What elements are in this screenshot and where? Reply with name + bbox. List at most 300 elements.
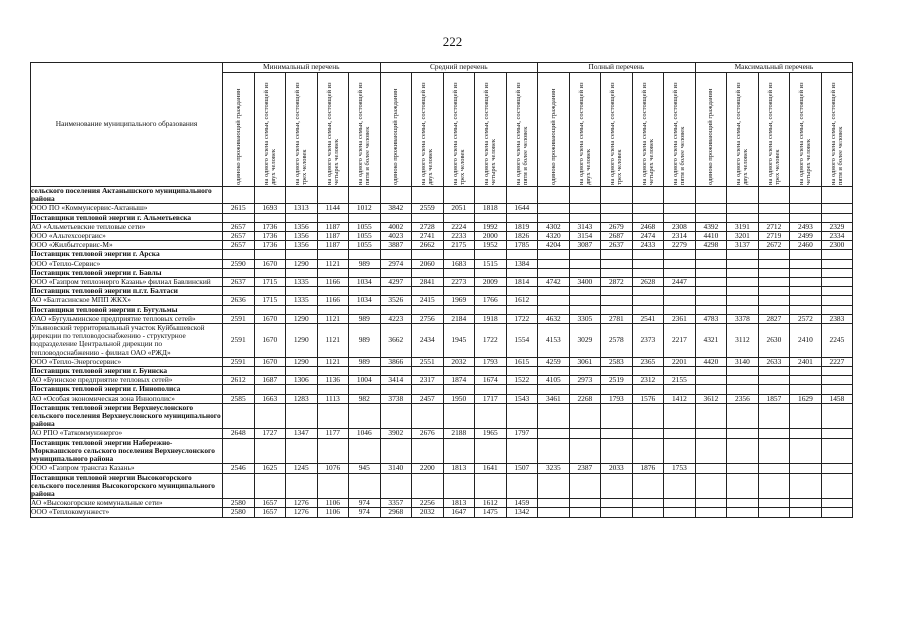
value-cell	[443, 213, 475, 222]
value-cell	[727, 259, 759, 268]
value-cell	[223, 250, 255, 259]
supplier-name: ООО «Газпром теплоэнерго Казань» филиал Бавлинский	[31, 278, 223, 287]
value-cell: 2373	[632, 324, 664, 358]
value-cell	[475, 213, 507, 222]
value-cell	[727, 305, 759, 314]
value-cell	[758, 499, 790, 508]
value-cell: 1612	[475, 499, 507, 508]
value-cell: 3866	[380, 357, 412, 366]
value-cell	[380, 385, 412, 394]
section-title: Поставщик тепловой энергии г. Арска	[31, 250, 223, 259]
value-cell	[601, 287, 633, 296]
value-cell: 2636	[223, 296, 255, 305]
value-cell: 1034	[349, 296, 381, 305]
value-cell: 4297	[380, 278, 412, 287]
value-cell: 3357	[380, 499, 412, 508]
value-cell: 1121	[317, 357, 349, 366]
value-cell: 3378	[727, 314, 759, 323]
value-cell: 3087	[569, 241, 601, 250]
value-cell	[821, 278, 853, 287]
value-cell: 4392	[695, 222, 727, 231]
value-cell: 3137	[727, 241, 759, 250]
column-header-label: на одного члена семьи, состоящей из пяти и более человек	[829, 81, 844, 185]
value-cell: 1663	[254, 394, 286, 403]
column-header-maximal-1	[695, 73, 727, 187]
value-cell: 4410	[695, 232, 727, 241]
value-cell: 2273	[443, 278, 475, 287]
value-cell: 3662	[380, 324, 412, 358]
column-header-label: на одного члена семьи, состоящей из двух человек	[735, 81, 750, 185]
value-cell	[790, 296, 822, 305]
value-cell	[380, 367, 412, 376]
value-cell: 1384	[506, 259, 538, 268]
value-cell	[443, 367, 475, 376]
value-cell	[286, 305, 318, 314]
value-cell	[475, 385, 507, 394]
value-cell: 4302	[538, 222, 570, 231]
value-cell	[380, 187, 412, 204]
value-cell	[569, 499, 601, 508]
value-cell	[758, 305, 790, 314]
value-cell	[569, 403, 601, 429]
value-cell: 3738	[380, 394, 412, 403]
value-cell	[380, 403, 412, 429]
value-cell	[695, 213, 727, 222]
value-cell	[317, 305, 349, 314]
value-cell: 1055	[349, 241, 381, 250]
value-cell: 2551	[412, 357, 444, 366]
value-cell	[727, 508, 759, 517]
value-cell: 1335	[286, 296, 318, 305]
value-cell	[664, 473, 696, 499]
value-cell: 2728	[412, 222, 444, 231]
value-cell: 2365	[632, 357, 664, 366]
name-column-header: Наименование муниципального образования	[31, 63, 223, 187]
value-cell	[821, 259, 853, 268]
value-cell: 1356	[286, 241, 318, 250]
value-cell	[632, 429, 664, 438]
value-cell: 2200	[412, 464, 444, 473]
value-cell	[664, 204, 696, 213]
value-cell	[664, 213, 696, 222]
section-row	[31, 403, 853, 429]
supplier-name: ООО «Теплокомунжест»	[31, 508, 223, 517]
group-header-minimal: Минимальный перечень	[223, 63, 381, 73]
section-row	[31, 213, 853, 222]
value-cell	[569, 250, 601, 259]
value-cell	[790, 287, 822, 296]
value-cell	[286, 213, 318, 222]
value-cell	[538, 213, 570, 222]
value-cell: 2312	[632, 376, 664, 385]
value-cell	[569, 268, 601, 277]
value-cell: 1736	[254, 241, 286, 250]
value-cell	[727, 278, 759, 287]
value-cell	[601, 499, 633, 508]
value-cell: 2410	[790, 324, 822, 358]
value-cell: 2387	[569, 464, 601, 473]
value-cell	[538, 429, 570, 438]
value-cell	[664, 268, 696, 277]
value-cell	[538, 187, 570, 204]
value-cell	[727, 250, 759, 259]
value-cell: 1121	[317, 324, 349, 358]
value-cell: 2175	[443, 241, 475, 250]
value-cell: 2334	[821, 232, 853, 241]
column-header-full-3	[601, 73, 633, 187]
value-cell: 1459	[506, 499, 538, 508]
supplier-name: ООО «Тепло-Сервис»	[31, 259, 223, 268]
value-cell	[506, 385, 538, 394]
value-cell	[727, 187, 759, 204]
table-row	[31, 324, 853, 358]
value-cell: 1793	[601, 394, 633, 403]
value-cell	[349, 367, 381, 376]
column-header-label: на одного члена семьи, состоящей из четырех человек	[798, 81, 813, 185]
value-cell: 974	[349, 499, 381, 508]
value-cell	[601, 213, 633, 222]
value-cell: 1687	[254, 376, 286, 385]
value-cell	[380, 213, 412, 222]
value-cell	[317, 403, 349, 429]
value-cell: 2591	[223, 357, 255, 366]
value-cell: 4259	[538, 357, 570, 366]
section-row	[31, 187, 853, 204]
value-cell	[475, 367, 507, 376]
value-cell: 4223	[380, 314, 412, 323]
value-cell	[569, 296, 601, 305]
value-cell: 2559	[412, 204, 444, 213]
value-cell: 1290	[286, 324, 318, 358]
value-cell	[727, 213, 759, 222]
value-cell	[758, 250, 790, 259]
table-row	[31, 394, 853, 403]
value-cell	[601, 187, 633, 204]
value-cell: 1507	[506, 464, 538, 473]
value-cell	[601, 438, 633, 464]
value-cell	[475, 305, 507, 314]
value-cell	[632, 287, 664, 296]
value-cell: 2657	[223, 222, 255, 231]
value-cell	[254, 305, 286, 314]
value-cell: 1818	[475, 204, 507, 213]
value-cell: 3414	[380, 376, 412, 385]
value-cell	[727, 403, 759, 429]
section-title: Поставщики тепловой энергии Высокогорского сельского поселения Высокогорского муниципального района	[31, 473, 223, 499]
value-cell	[758, 287, 790, 296]
value-cell: 2256	[412, 499, 444, 508]
value-cell	[790, 187, 822, 204]
section-title: Поставщик тепловой энергии г. Буинска	[31, 367, 223, 376]
value-cell	[569, 508, 601, 517]
column-header-label: на одного члена семьи, состоящей из трех человек	[609, 81, 624, 185]
value-cell	[601, 403, 633, 429]
value-cell: 4204	[538, 241, 570, 250]
value-cell: 2493	[790, 222, 822, 231]
value-cell	[443, 268, 475, 277]
value-cell: 2841	[412, 278, 444, 287]
value-cell	[569, 429, 601, 438]
table-row	[31, 296, 853, 305]
column-header-minimal-1	[223, 73, 255, 187]
value-cell	[790, 508, 822, 517]
value-cell	[569, 385, 601, 394]
value-cell	[412, 473, 444, 499]
column-header-label: на одного члена семьи, состоящей из трех человек	[766, 81, 781, 185]
value-cell	[695, 499, 727, 508]
value-cell	[223, 268, 255, 277]
value-cell	[254, 438, 286, 464]
value-cell: 1290	[286, 259, 318, 268]
value-cell: 2872	[601, 278, 633, 287]
value-cell: 1969	[443, 296, 475, 305]
value-cell	[632, 499, 664, 508]
value-cell	[412, 287, 444, 296]
value-cell: 3061	[569, 357, 601, 366]
value-cell: 1813	[443, 464, 475, 473]
value-cell: 1034	[349, 278, 381, 287]
column-header-label: на одного члена семьи, состоящей из четырех человек	[325, 81, 340, 185]
value-cell	[223, 213, 255, 222]
value-cell	[821, 305, 853, 314]
value-cell: 2756	[412, 314, 444, 323]
column-header-label: на одного члена семьи, состоящей из трех человек	[294, 81, 309, 185]
supplier-name: ООО «Тепло-Энергосервис»	[31, 357, 223, 366]
value-cell	[821, 268, 853, 277]
value-cell	[727, 287, 759, 296]
value-cell	[758, 464, 790, 473]
section-row	[31, 287, 853, 296]
value-cell	[286, 438, 318, 464]
value-cell	[695, 296, 727, 305]
value-cell	[601, 268, 633, 277]
value-cell: 1945	[443, 324, 475, 358]
value-cell: 1144	[317, 204, 349, 213]
value-cell: 4320	[538, 232, 570, 241]
column-header-label: на одного члена семьи, состоящей из пяти и более человек	[357, 81, 372, 185]
value-cell	[349, 438, 381, 464]
value-cell: 1722	[506, 314, 538, 323]
value-cell: 4105	[538, 376, 570, 385]
value-cell: 1004	[349, 376, 381, 385]
value-cell	[412, 438, 444, 464]
value-cell: 1412	[664, 394, 696, 403]
value-cell	[380, 287, 412, 296]
table-row	[31, 241, 853, 250]
value-cell: 2468	[632, 222, 664, 231]
value-cell	[569, 438, 601, 464]
value-cell	[286, 385, 318, 394]
value-cell: 3400	[569, 278, 601, 287]
value-cell: 2741	[412, 232, 444, 241]
value-cell	[506, 187, 538, 204]
value-cell	[790, 213, 822, 222]
value-cell: 1717	[475, 394, 507, 403]
value-cell	[664, 403, 696, 429]
value-cell	[695, 268, 727, 277]
value-cell	[475, 268, 507, 277]
table-row	[31, 259, 853, 268]
value-cell	[758, 296, 790, 305]
value-cell	[538, 499, 570, 508]
table-row	[31, 204, 853, 213]
value-cell	[695, 287, 727, 296]
value-cell: 989	[349, 357, 381, 366]
value-cell	[790, 473, 822, 499]
value-cell	[790, 385, 822, 394]
value-cell	[790, 464, 822, 473]
value-cell: 2434	[412, 324, 444, 358]
value-cell: 1876	[632, 464, 664, 473]
column-header-label: одиноко проживающий гражданин	[234, 88, 242, 185]
value-cell: 1276	[286, 499, 318, 508]
value-cell: 3191	[727, 222, 759, 231]
value-cell	[601, 429, 633, 438]
value-cell: 4632	[538, 314, 570, 323]
value-cell	[317, 287, 349, 296]
value-cell	[569, 367, 601, 376]
value-cell	[695, 305, 727, 314]
supplier-name: АО «Высокогорские коммунальные сети»	[31, 499, 223, 508]
value-cell: 4153	[538, 324, 570, 358]
value-cell: 1313	[286, 204, 318, 213]
value-cell	[601, 259, 633, 268]
value-cell: 1785	[506, 241, 538, 250]
value-cell	[695, 259, 727, 268]
value-cell: 2657	[223, 232, 255, 241]
column-header-medium-1	[380, 73, 412, 187]
value-cell	[538, 367, 570, 376]
value-cell	[727, 499, 759, 508]
value-cell	[821, 438, 853, 464]
value-cell: 1625	[254, 464, 286, 473]
value-cell: 1245	[286, 464, 318, 473]
value-cell	[286, 268, 318, 277]
value-cell: 1793	[475, 357, 507, 366]
column-header-maximal-5	[821, 73, 853, 187]
value-cell	[412, 403, 444, 429]
value-cell	[695, 376, 727, 385]
column-header-full-5	[664, 73, 696, 187]
value-cell	[695, 204, 727, 213]
column-header-full-4	[632, 73, 664, 187]
value-cell: 2447	[664, 278, 696, 287]
value-cell	[821, 403, 853, 429]
value-cell: 1335	[286, 278, 318, 287]
table-row	[31, 464, 853, 473]
value-cell: 1187	[317, 222, 349, 231]
value-cell	[821, 213, 853, 222]
value-cell: 989	[349, 314, 381, 323]
value-cell: 1522	[506, 376, 538, 385]
value-cell: 1356	[286, 222, 318, 231]
value-cell	[317, 473, 349, 499]
value-cell	[223, 187, 255, 204]
value-cell	[664, 259, 696, 268]
table-row	[31, 429, 853, 438]
value-cell: 2591	[223, 324, 255, 358]
value-cell: 2583	[601, 357, 633, 366]
value-cell	[475, 438, 507, 464]
group-header-row	[31, 63, 853, 73]
value-cell	[758, 187, 790, 204]
value-cell: 1766	[475, 296, 507, 305]
column-header-medium-3	[443, 73, 475, 187]
value-cell	[349, 187, 381, 204]
value-cell	[538, 305, 570, 314]
supplier-name: Ульяновский территориальный участок Куйбышевской дирекции по тепловодоснабжению - структурное подразделение Центральной дирекции по тепловодоснабжению - филиал ОАО «РЖД»	[31, 324, 223, 358]
value-cell	[380, 268, 412, 277]
section-title: Поставщики тепловой энергии г. Бугульмы	[31, 305, 223, 314]
column-header-medium-5	[506, 73, 538, 187]
value-cell: 1290	[286, 314, 318, 323]
value-cell: 1797	[506, 429, 538, 438]
value-cell: 1515	[475, 259, 507, 268]
value-cell: 1554	[506, 324, 538, 358]
value-cell	[286, 473, 318, 499]
column-header-label: одиноко проживающий гражданин	[707, 88, 715, 185]
section-title: Поставщик тепловой энергии г. Бавлы	[31, 268, 223, 277]
tariff-table	[30, 62, 853, 518]
value-cell: 2233	[443, 232, 475, 241]
value-cell: 2648	[223, 429, 255, 438]
value-cell	[664, 508, 696, 517]
value-cell	[412, 367, 444, 376]
value-cell: 3029	[569, 324, 601, 358]
value-cell	[349, 385, 381, 394]
section-title: Поставщик тепловой энергии Верхнеуслонского сельского поселения Верхнеуслонского муниципального района	[31, 403, 221, 429]
value-cell: 2383	[821, 314, 853, 323]
value-cell	[538, 250, 570, 259]
value-cell: 2401	[790, 357, 822, 366]
value-cell	[380, 305, 412, 314]
value-cell	[790, 367, 822, 376]
value-cell	[506, 213, 538, 222]
section-title: сельского поселения Актанышского муниципального района	[31, 187, 223, 204]
value-cell: 1722	[475, 324, 507, 358]
value-cell	[632, 268, 664, 277]
value-cell	[632, 367, 664, 376]
column-header-full-1	[538, 73, 570, 187]
value-cell: 2580	[223, 508, 255, 517]
value-cell: 1347	[286, 429, 318, 438]
value-cell: 2974	[380, 259, 412, 268]
value-cell	[380, 438, 412, 464]
supplier-name: АО «Альметьевские тепловые сети»	[31, 222, 223, 231]
value-cell: 1874	[443, 376, 475, 385]
value-cell	[286, 187, 318, 204]
value-cell: 4420	[695, 357, 727, 366]
value-cell: 2032	[412, 508, 444, 517]
section-row	[31, 250, 853, 259]
value-cell	[664, 187, 696, 204]
supplier-name: ОАО «Бугульминское предприятие тепловых сетей»	[31, 314, 223, 323]
value-cell	[254, 250, 286, 259]
value-cell	[412, 305, 444, 314]
value-cell	[727, 438, 759, 464]
value-cell: 2361	[664, 314, 696, 323]
value-cell: 1683	[443, 259, 475, 268]
value-cell	[317, 385, 349, 394]
value-cell	[790, 250, 822, 259]
value-cell: 2184	[443, 314, 475, 323]
value-cell	[758, 278, 790, 287]
value-cell	[632, 305, 664, 314]
value-cell	[412, 187, 444, 204]
value-cell: 1693	[254, 204, 286, 213]
value-cell	[632, 403, 664, 429]
value-cell	[695, 187, 727, 204]
